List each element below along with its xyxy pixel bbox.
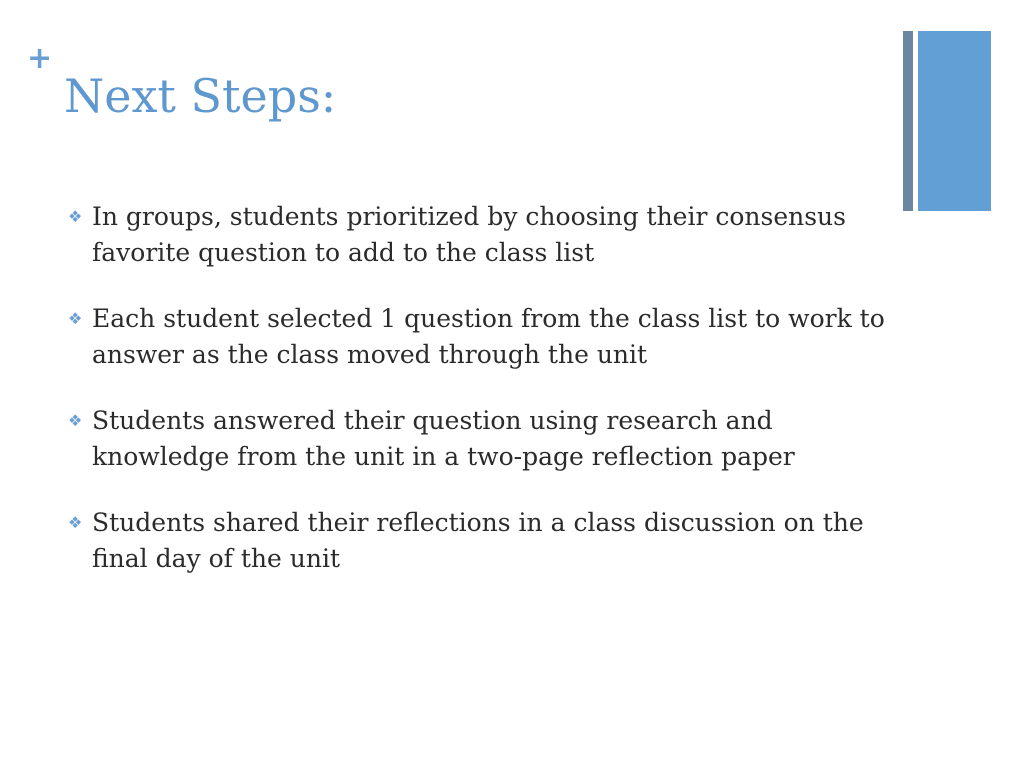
bullet-text: In groups, students prioritized by choosing their consensus favorite question to add to the class list: [92, 202, 846, 267]
bullet-item: [68, 505, 898, 577]
bullet-item: [68, 301, 898, 373]
diamond-bullet-icon: ❖: [68, 309, 83, 328]
slide-title: Next Steps:: [64, 69, 337, 123]
plus-icon: +: [27, 41, 53, 76]
decorative-bar-wide: [918, 31, 991, 211]
bullet-item: [68, 199, 898, 271]
diamond-bullet-icon: ❖: [68, 411, 83, 430]
diamond-bullet-icon: ❖: [68, 513, 83, 532]
decorative-bar-thin: [903, 31, 913, 211]
bullet-list: [68, 199, 898, 607]
bullet-text: Each student selected 1 question from the class list to work to answer as the class moved through the unit: [92, 304, 885, 369]
bullet-item: [68, 403, 898, 475]
diamond-bullet-icon: ❖: [68, 207, 83, 226]
bullet-text: Students shared their reflections in a class discussion on the final day of the unit: [92, 508, 864, 573]
bullet-text: Students answered their question using research and knowledge from the unit in a two-page reflection paper: [92, 406, 795, 471]
